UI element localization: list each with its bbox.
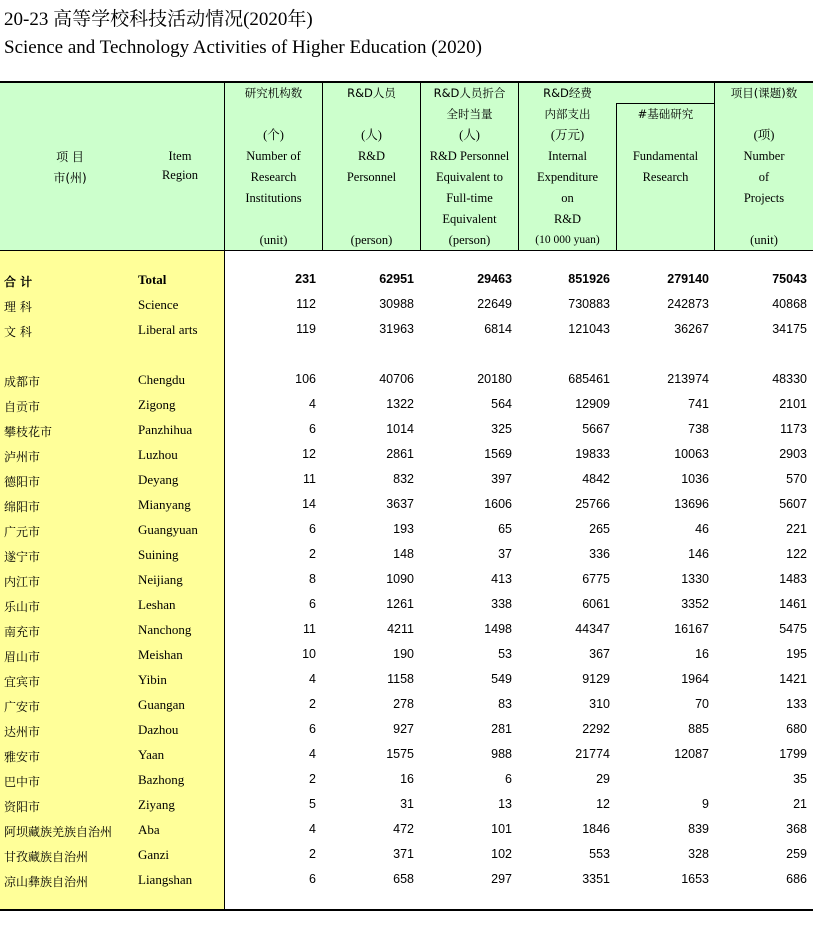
table-cell: 4 — [309, 397, 316, 411]
table-cell: 20180 — [477, 372, 512, 386]
table-cell: 1261 — [386, 597, 414, 611]
table-cell: 1421 — [779, 672, 807, 686]
header-item-en: Item Region — [161, 149, 199, 182]
table-row — [0, 368, 813, 393]
table-row — [0, 593, 813, 618]
table-row — [0, 443, 813, 468]
table-cell: 102 — [491, 847, 512, 861]
table-cell: 6 — [309, 522, 316, 536]
row-label-cn: 成都市 — [4, 375, 41, 389]
table-cell: 310 — [589, 697, 610, 711]
table-cell: 2 — [309, 772, 316, 786]
table-row — [0, 318, 813, 343]
row-label-cn: 绵阳市 — [4, 500, 41, 514]
table-cell: 16 — [400, 772, 414, 786]
table-cell: 685461 — [568, 372, 610, 386]
table-cell: 832 — [393, 472, 414, 486]
table-row — [0, 843, 813, 868]
table-cell: 2861 — [386, 447, 414, 461]
table-cell: 5 — [309, 797, 316, 811]
table-cell: 6 — [309, 597, 316, 611]
table-cell: 279140 — [667, 272, 709, 286]
row-label-cn: 广安市 — [4, 700, 41, 714]
row-label-cn: 合 计 — [4, 275, 33, 289]
row-label-en: Aba — [138, 822, 160, 837]
table-row — [0, 493, 813, 518]
table-cell: 21 — [793, 797, 807, 811]
header-rd-personnel: R&D人员 (人) R&D Personnel (person) — [346, 86, 397, 247]
table-cell: 40868 — [772, 297, 807, 311]
table-cell: 1653 — [681, 872, 709, 886]
table-cell: 6 — [309, 722, 316, 736]
table-cell: 5667 — [582, 422, 610, 436]
table-cell: 12 — [302, 447, 316, 461]
table-cell: 11 — [303, 472, 316, 486]
header-fte: R&D人员折合 全时当量 (人) R&D Personnel Equivalent to Full-time Equivalent (person) — [429, 86, 510, 247]
table-row — [0, 468, 813, 493]
table-cell: 1498 — [484, 622, 512, 636]
row-label-cn: 阿坝藏族羌族自治州 — [4, 825, 113, 839]
table-cell: 2 — [309, 547, 316, 561]
table-row — [0, 543, 813, 568]
row-label-en: Panzhihua — [138, 422, 193, 437]
table-cell: 259 — [786, 847, 807, 861]
table-cell: 658 — [393, 872, 414, 886]
header-institutions: 研究机构数 (个) Number of Research Institutions (unit) — [244, 86, 303, 247]
table-cell: 213974 — [667, 372, 709, 386]
table-cell: 8 — [309, 572, 316, 586]
table-cell: 371 — [393, 847, 414, 861]
row-label-en: Neijiang — [138, 572, 183, 587]
header-expenditure: R&D经费 内部支出 (万元) Internal Expenditure on R&D (10 000 yuan) — [535, 86, 600, 246]
table-row — [0, 868, 813, 893]
table-cell: 3351 — [582, 872, 610, 886]
row-label-en: Deyang — [138, 472, 179, 487]
table-cell: 112 — [296, 297, 316, 311]
table-cell: 1322 — [386, 397, 414, 411]
table-cell: 4 — [309, 747, 316, 761]
table-cell: 1575 — [386, 747, 414, 761]
row-label-cn: 文 科 — [4, 325, 32, 339]
table-cell: 570 — [786, 472, 807, 486]
header-projects: 项目(课题)数 (项) Number of Projects (unit) — [730, 86, 798, 247]
table-cell: 325 — [491, 422, 512, 436]
row-label-cn: 自贡市 — [4, 400, 41, 414]
table-cell: 1964 — [681, 672, 709, 686]
table-row — [0, 668, 813, 693]
table-row — [0, 768, 813, 793]
table-cell: 281 — [491, 722, 512, 736]
row-label-en: Total — [138, 272, 167, 287]
row-label-en: Yaan — [138, 747, 165, 762]
row-label-cn: 泸州市 — [4, 450, 41, 464]
table-cell: 30988 — [379, 297, 414, 311]
table-cell: 680 — [786, 722, 807, 736]
table-cell: 851926 — [568, 272, 610, 286]
row-label-en: Liangshan — [138, 872, 193, 887]
table-cell: 1846 — [582, 822, 610, 836]
table-cell: 35 — [793, 772, 807, 786]
table-cell: 29 — [596, 772, 610, 786]
table-cell: 31963 — [379, 322, 414, 336]
row-label-en: Luzhou — [138, 447, 178, 462]
table-cell: 885 — [688, 722, 709, 736]
row-label-cn: 宜宾市 — [4, 675, 41, 689]
table-row — [0, 643, 813, 668]
table-cell: 265 — [589, 522, 610, 536]
row-label-en: Guangan — [138, 697, 185, 712]
table-cell: 190 — [393, 647, 414, 661]
row-label-cn: 乐山市 — [4, 600, 41, 614]
row-label-cn: 广元市 — [4, 525, 41, 539]
header-item-cn: 项 目 市(州) — [53, 150, 87, 185]
table-cell: 37 — [498, 547, 512, 561]
row-label-cn: 遂宁市 — [4, 550, 41, 564]
table-cell: 336 — [589, 547, 610, 561]
table-cell: 75043 — [772, 272, 807, 286]
table-cell: 3352 — [681, 597, 709, 611]
row-label-en: Guangyuan — [138, 522, 198, 537]
table-cell: 48330 — [772, 372, 807, 386]
table-cell: 31 — [400, 797, 414, 811]
table-cell: 6 — [505, 772, 512, 786]
table-title-chinese: 20-23 高等学校科技活动情况(2020年) — [4, 9, 313, 30]
table-row — [0, 393, 813, 418]
table-cell: 553 — [589, 847, 610, 861]
table-cell: 12087 — [674, 747, 709, 761]
row-label-en: Suining — [138, 547, 179, 562]
table-cell: 21774 — [575, 747, 610, 761]
table-cell: 4211 — [387, 622, 414, 636]
table-cell: 4 — [309, 672, 316, 686]
row-label-en: Zigong — [138, 397, 176, 412]
table-cell: 231 — [295, 272, 316, 286]
table-cell: 13696 — [674, 497, 709, 511]
table-cell: 12 — [596, 797, 610, 811]
row-label-en: Leshan — [138, 597, 176, 612]
table-cell: 101 — [491, 822, 512, 836]
table-cell: 10063 — [674, 447, 709, 461]
row-label-en: Chengdu — [138, 372, 185, 387]
table-cell: 1158 — [387, 672, 414, 686]
table-cell: 368 — [786, 822, 807, 836]
table-row — [0, 418, 813, 443]
table-cell: 297 — [491, 872, 512, 886]
row-label-en: Liberal arts — [138, 322, 198, 337]
row-label-en: Meishan — [138, 647, 183, 662]
row-label-cn: 巴中市 — [4, 775, 41, 789]
table-cell: 549 — [491, 672, 512, 686]
table-cell: 472 — [393, 822, 414, 836]
row-label-en: Science — [138, 297, 179, 312]
table-row — [0, 268, 813, 293]
table-cell: 1461 — [779, 597, 807, 611]
table-cell: 4 — [309, 822, 316, 836]
row-label-cn: 凉山彝族自治州 — [4, 875, 89, 889]
row-label-en: Ziyang — [138, 797, 175, 812]
table-cell: 34175 — [772, 322, 807, 336]
table-cell: 1569 — [484, 447, 512, 461]
table-cell: 6 — [309, 422, 316, 436]
table-cell: 62951 — [379, 272, 414, 286]
table-cell: 6814 — [484, 322, 512, 336]
table-cell: 83 — [498, 697, 512, 711]
table-cell: 5607 — [779, 497, 807, 511]
table-cell: 121043 — [568, 322, 610, 336]
table-cell: 46 — [695, 522, 709, 536]
table-cell: 146 — [688, 547, 709, 561]
table-title-english: Science and Technology Activities of Higher Education (2020) — [4, 37, 482, 58]
table-cell: 278 — [393, 697, 414, 711]
row-label-cn: 南充市 — [4, 625, 41, 639]
row-label-en: Dazhou — [138, 722, 179, 737]
table-cell: 242873 — [667, 297, 709, 311]
table-row — [0, 293, 813, 318]
row-label-en: Bazhong — [138, 772, 185, 787]
table-cell: 193 — [393, 522, 414, 536]
row-label-cn: 理 科 — [4, 300, 32, 314]
table-cell: 11 — [303, 622, 316, 636]
row-label-en: Ganzi — [138, 847, 170, 862]
table-cell: 25766 — [575, 497, 610, 511]
row-label-cn: 达州市 — [4, 725, 41, 739]
table-cell: 839 — [688, 822, 709, 836]
table-cell: 1173 — [780, 422, 807, 436]
table-cell: 14 — [302, 497, 316, 511]
table-cell: 36267 — [674, 322, 709, 336]
row-label-cn: 眉山市 — [4, 650, 41, 664]
table-row — [0, 693, 813, 718]
table-cell: 16167 — [674, 622, 709, 636]
table-cell: 22649 — [477, 297, 512, 311]
table-cell: 1036 — [681, 472, 709, 486]
row-label-cn: 甘孜藏族自治州 — [4, 850, 89, 864]
table-cell: 19833 — [575, 447, 610, 461]
table-cell: 106 — [295, 372, 316, 386]
table-cell: 133 — [786, 697, 807, 711]
table-cell: 13 — [498, 797, 512, 811]
table-cell: 6 — [309, 872, 316, 886]
row-label-cn: 雅安市 — [4, 750, 41, 764]
row-label-en: Yibin — [138, 672, 167, 687]
table-cell: 1483 — [779, 572, 807, 586]
table-cell: 1014 — [386, 422, 414, 436]
table-cell: 10 — [302, 647, 316, 661]
table-cell: 2 — [309, 847, 316, 861]
table-row — [0, 518, 813, 543]
table-cell: 2903 — [779, 447, 807, 461]
table-cell: 1330 — [681, 572, 709, 586]
row-label-en: Mianyang — [138, 497, 191, 512]
table-cell: 70 — [695, 697, 709, 711]
table-cell: 6775 — [582, 572, 610, 586]
table-cell: 2101 — [779, 397, 807, 411]
table-cell: 12909 — [575, 397, 610, 411]
table-cell: 122 — [786, 547, 807, 561]
row-label-cn: 攀枝花市 — [4, 425, 53, 439]
table-cell: 741 — [688, 397, 709, 411]
row-label-en: Nanchong — [138, 622, 192, 637]
table-cell: 367 — [589, 647, 610, 661]
table-cell: 195 — [786, 647, 807, 661]
table-cell: 397 — [491, 472, 512, 486]
table-cell: 65 — [498, 522, 512, 536]
table-cell: 16 — [695, 647, 709, 661]
table-cell: 148 — [393, 547, 414, 561]
table-cell: 927 — [393, 722, 414, 736]
table-row — [0, 718, 813, 743]
table-bottom-rule — [0, 909, 813, 911]
table-cell: 988 — [491, 747, 512, 761]
table-cell: 738 — [688, 422, 709, 436]
table-row — [0, 743, 813, 768]
table-cell: 9129 — [582, 672, 610, 686]
table-cell: 4842 — [582, 472, 610, 486]
table-cell: 338 — [491, 597, 512, 611]
table-cell: 119 — [296, 322, 316, 336]
table-cell: 221 — [786, 522, 807, 536]
header-fundamental-research: #基础研究 Fundamental Research — [632, 107, 699, 184]
row-label-cn: 资阳市 — [4, 800, 41, 814]
table-cell: 1799 — [779, 747, 807, 761]
table-cell: 9 — [702, 797, 709, 811]
table-cell: 686 — [786, 872, 807, 886]
table-row — [0, 818, 813, 843]
table-cell: 53 — [498, 647, 512, 661]
table-cell: 1090 — [386, 572, 414, 586]
table-row — [0, 568, 813, 593]
row-label-cn: 内江市 — [4, 575, 41, 589]
table-cell: 6061 — [582, 597, 610, 611]
table-cell: 3637 — [386, 497, 414, 511]
table-cell: 29463 — [477, 272, 512, 286]
table-cell: 2292 — [582, 722, 610, 736]
table-cell: 1606 — [484, 497, 512, 511]
table-cell: 5475 — [779, 622, 807, 636]
table-cell: 44347 — [575, 622, 610, 636]
row-label-cn: 德阳市 — [4, 475, 41, 489]
table-row — [0, 793, 813, 818]
table-cell: 413 — [491, 572, 512, 586]
table-cell: 2 — [309, 697, 316, 711]
table-row — [0, 618, 813, 643]
table-cell: 328 — [688, 847, 709, 861]
table-cell: 564 — [491, 397, 512, 411]
table-cell: 730883 — [568, 297, 610, 311]
table-cell: 40706 — [379, 372, 414, 386]
